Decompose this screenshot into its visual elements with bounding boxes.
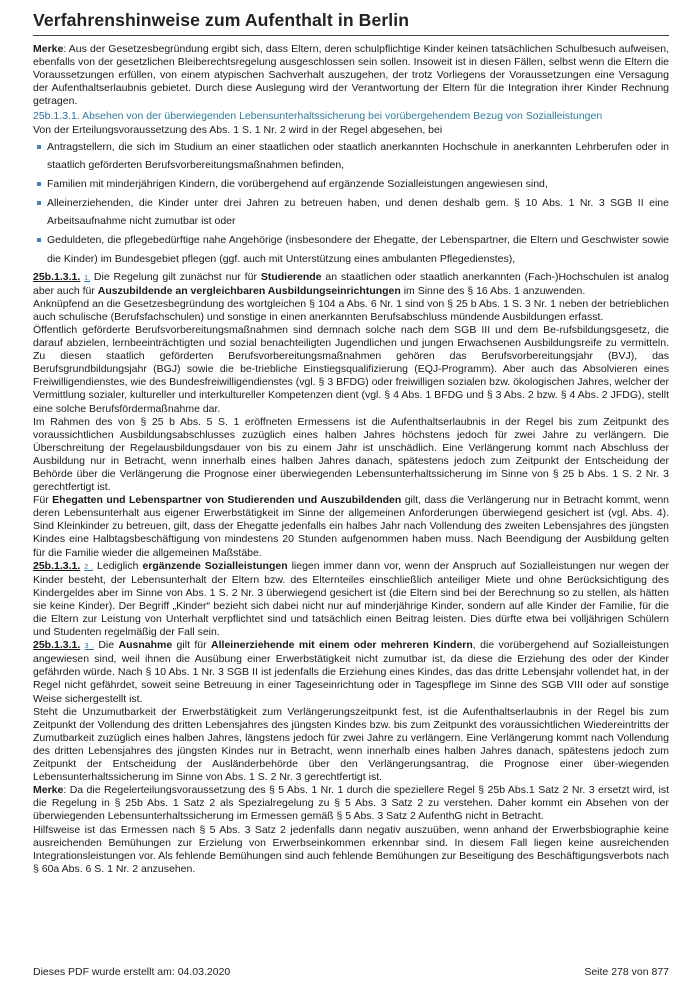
document-body	[33, 43, 669, 876]
section-number[interactable]: 25b.1.3.1.	[33, 110, 80, 123]
merke-paragraph-2	[33, 784, 669, 823]
merke-label: Merke	[33, 784, 64, 797]
paragraph-5: Für Ehegatten und Lebenspartner von Studierenden und Auszubildenden gilt, dass die Verlängerung nur in Betracht kommt, wenn deren Lebensunterhalt aus eigener Erwerbstätigkeit im Sinne der allgemeinen Anforderungen überwiegend gesichert ist (vgl. Abs. 4). Sind Kleinkinder zu betreuen, gilt, dass der Ehegatte jedenfalls ein halbes Jahr nach Vollendung des zweiten Lebensjahres des jüngsten Kindes eine Halbtagsbeschäftigung von mindestens 20 Stunden aufgenommen haben muss. Nach Beendigung der Ausbildung gelten für die Familie wieder die allgemeinen Maßstäbe.	[33, 494, 669, 559]
footer-created-date: Dieses PDF wurde erstellt am: 04.03.2020	[33, 966, 231, 978]
subsection-link[interactable]: 2 .	[84, 563, 94, 571]
section-heading[interactable]	[33, 110, 669, 123]
paragraph-2: Anknüpfend an die Gesetzesbegründung des wortgleichen § 104 a Abs. 6 Nr. 1 sind von § 25 b Abs. 1 S. 3 Nr. 1 neben der betrieblichen auch schulische (Berufsfachschulen) und sonstige in einen anerkannten Berufsabschluss mündende Ausbildungen erfasst.	[33, 297, 669, 323]
merke-label: Merke	[33, 43, 64, 55]
paragraph-8: Steht die Unzumutbarkeit der Erwerbstätigkeit zum Verlängerungszeitpunkt fest, ist die Aufenthaltserlaubnis in der Regel bis zum Zeitpunkt der Vollendung des dritten Lebensjahres des jüngsten Kindes bzw. bis zum Zeitpunkt des voraussichtlichen Wiedereintritts der Zumutbarkeit zuzüglich eines halben Jahres, längstens jedoch für zwei Jahre zu verlängern. Eine Verlängerung kommt nach Vollendung des dritten Lebensjahres des jüngsten Kindes nur in Betracht, wenn innerhalb eines halben Jahres danach, spätestens jedoch zum Zeitpunkt der Entscheidung der Ausländerbehörde über den Verlängerungsantrag, die Prognose einer über-wiegenden Lebensunterhaltssicherung im Sinne von Abs. 1 S. 2 Nr. 3 gerechtfertigt ist.	[33, 705, 669, 784]
list-item: Familien mit minderjährigen Kindern, die vorübergehend auf ergänzende Sozialleistungen angewiesen sind,	[47, 175, 669, 194]
page-footer	[33, 966, 669, 978]
subsection-link[interactable]: 3 .	[84, 643, 94, 651]
paragraph-number: 25b.1.3.1.	[33, 639, 81, 652]
paragraph-3: Öffentlich geförderte Berufsvorbereitungsmaßnahmen sind demnach solche nach dem SGB III und dem Be-rufsbildungsgesetz, die darauf abzielen, lernbeeinträchtigten und sozial benachteiligten Jugendlichen und jungen Erwachsenen Ausbildungsreife zu vermitteln. Zu diesen staatlich geförderten Berufsvorbereitungsmaßnahmen gehören das Berufsvorbereitungsjahr (BVJ), das Berufsgrundbildungsjahr (BGJ) sowie die be-triebliche Einstiegsqualifizierung (EQJ-Programm). Aber auch das Absolvieren eines Freiwilligendienstes, wie des Bundesfreiwilligendienstes (vgl. § 3 BFDG) oder freiwilligen sozialen bzw. ökologischen Jahres, welcher der Vermittlung sozialer, kultureller und interkultureller Kompetenzen dient (vgl. § 4 Abs. 1 BFDG und § 3 Abs. 2 bzw. § 4 Abs. 2 JFDG), stellt eine solche Berufsfördermaßnahme dar.	[33, 323, 669, 415]
list-item: Alleinerziehenden, die Kinder unter drei Jahren zu betreuen haben, und denen deshalb gem. § 10 Abs. 1 Nr. 3 SGB II eine Arbeitsaufnahme nicht zumutbar ist oder	[47, 194, 669, 231]
merke-text: : Aus der Gesetzesbegründung ergibt sich, dass Eltern, deren schulpflichtige Kinder keinen tatsächlichen Schulbesuch aufweisen, ebenfalls von der gesetzlichen Bleiberechtsregelung ausgeschlossen sein sollen. Insoweit ist in diesen Fällen, selbst wenn die Eltern die Voraussetzungen erfüllen, von einem atypischen Sachverhalt auszugehen, der trotz Vorliegens der Voraussetzungen eine Versagung der Aufenthaltserlaubnis gebietet. Durch diese Auslegung wird der Verantwortung der Eltern für die Integration ihrer Kinder Rechnung getragen.	[33, 43, 669, 108]
paragraph-1-studierende: 25b.1.3.1. 1. Die Regelung gilt zunächst nur für Studierende an staatlichen oder staatlich anerkannten (Fach-)Hochschulen ist analog aber auch für Auszubildende an vergleichbaren Ausbildungseinrichtungen im Sinne des § 16 Abs. 1 anzuwenden.	[33, 270, 669, 297]
document-page	[33, 10, 669, 876]
paragraph-6-sozialleistungen: 25b.1.3.1. 2 . Lediglich ergänzende Sozialleistungen liegen immer dann vor, wenn der Anspruch auf Sozialleistungen nur wegen der Kinder besteht, der Lebensunterhalt der Eltern bzw. des Elternteiles einschließlich anteiliger Miete und ohne Berücksichtigung des Kindergeldes aber im Sinne von Abs. 1 S. 2 Nr. 3 überwiegend gesichert ist (die Eltern sind bei der Berechnung so zu stellen, als hätten sie keine Kinder). Der Begriff „Kinder“ bezieht sich dabei nicht nur auf minderjährige Kinder, sondern auf alle Kinder der Familie, für die die Eltern zur Leistung von Unterhalt verpflichtet sind und tatsächlich einen Beitrag leisten. Dies dürfte etwa bei volljährigen Schülern und Studenten regelmäßig der Fall sein.	[33, 559, 669, 639]
subsection-link[interactable]: 1.	[84, 274, 91, 282]
list-item: Geduldeten, die pflegebedürftige nahe Angehörige (insbesondere der Ehegatte, der Lebenspartner, die Eltern und Geschwister sowie die Kinder) im Bundesgebiet pflegen (ggf. auch mit Unterstützung eines ambulanten Pflegedienstes),	[47, 231, 669, 268]
list-item: Antragstellern, die sich im Studium an einer staatlichen oder staatlich anerkannten Hochschule in anerkannten Lehrberufen oder in staatlich geförderten Berufsvorbereitungsmaßnahmen befinden,	[47, 138, 669, 175]
paragraph-number: 25b.1.3.1.	[33, 559, 81, 572]
intro-text: Von der Erteilungsvoraussetzung des Abs. 1 S. 1 Nr. 2 wird in der Regel abgesehen, bei	[33, 123, 443, 136]
page-title: Verfahrenshinweise zum Aufenthalt in Berlin	[33, 10, 669, 36]
paragraph-9: Hilfsweise ist das Ermessen nach § 5 Abs. 3 Satz 2 jedenfalls dann negativ auszuüben, wenn anhand der Erwerbsbiographie keine ausreichenden Bemühungen zur Erzielung von Erwerbseinkommen erkennbar sind. In diesem Fall liegen keine ausreichenden Integrationsleistungen vor. Als fehlende Bemühungen sind auch fehlende Bemühungen zur Beseitigung des Beschäftigungsverbots nach § 60a Abs. 6 S. 1 Nr. 2 anzusehen.	[33, 823, 669, 875]
paragraph-7-alleinerziehende: 25b.1.3.1. 3 . Die Ausnahme gilt für Alleinerziehende mit einem oder mehreren Kindern, die vorübergehend auf Sozialleistungen angewiesen sind, weil ihnen die Ausübung einer Erwerbstätigkeit nicht zumutbar ist, da diese die Erziehung des oder der Kinder gefährden würde. Nach § 10 Abs. 1 Nr. 3 SGB II ist jedenfalls die Erziehung eines Kindes, das das dritte Lebensjahr vollendet hat, in der Regel nicht gefährdet, soweit seine Betreuung in einer Tageseinrichtung oder in Tagespflege im Sinne des SGB VIII oder auf sonstige Weise sichergestellt ist.	[33, 639, 669, 705]
paragraph-number: 25b.1.3.1.	[33, 270, 81, 283]
footer-page-number: Seite 278 von 877	[584, 966, 669, 978]
merke-text: : Da die Regelerteilungsvoraussetzung des § 5 Abs. 1 Nr. 1 durch die speziellere Regel § 25b Abs.1 Satz 2 Nr. 3 ersetzt wird, ist die Regelung in § 25b Abs. 1 Satz 2 als Spezialregelung zu § 5 Abs. 3 Satz 2 zu verstehen. Daher kommt ein Absehen von der überwiegenden Lebensunterhaltssicherung im Ermessen gemäß § 5 Abs. 3 Satz 2 AufenthG nicht in Betracht.	[33, 784, 669, 823]
paragraph-4: Im Rahmen des von § 25 b Abs. 5 S. 1 eröffneten Ermessens ist die Aufenthaltserlaubnis in der Regel bis zum Zeitpunkt des voraussichtlichen Ausbildungsabschlusses zuzüglich eines halben Jahres höchstens jedoch für zwei Jahre zu verlängern. Die Überschreitung der Regelausbildungsdauer von bis zu einem Jahr ist unschädlich. Eine Verlängerung kommt nach Abschluss der Ausbildung nur in Betracht, wenn innerhalb eines halben Jahres danach, spätestens jedoch zum Zeitpunkt der Entscheidung der Behörde über die Verlängerung die Prognose einer überwiegenden Lebensunterhaltssicherung im Sinne von § 25 b Abs. 1 S. 2 Nr. 3 gerechtfertigt ist.	[33, 415, 669, 494]
section-title[interactable]: Absehen von der überwiegenden Lebensunterhaltssicherung bei vorübergehendem Bezug von Sozialleistungen	[82, 110, 603, 123]
merke-paragraph-1	[33, 43, 669, 108]
bullet-list	[33, 138, 669, 269]
